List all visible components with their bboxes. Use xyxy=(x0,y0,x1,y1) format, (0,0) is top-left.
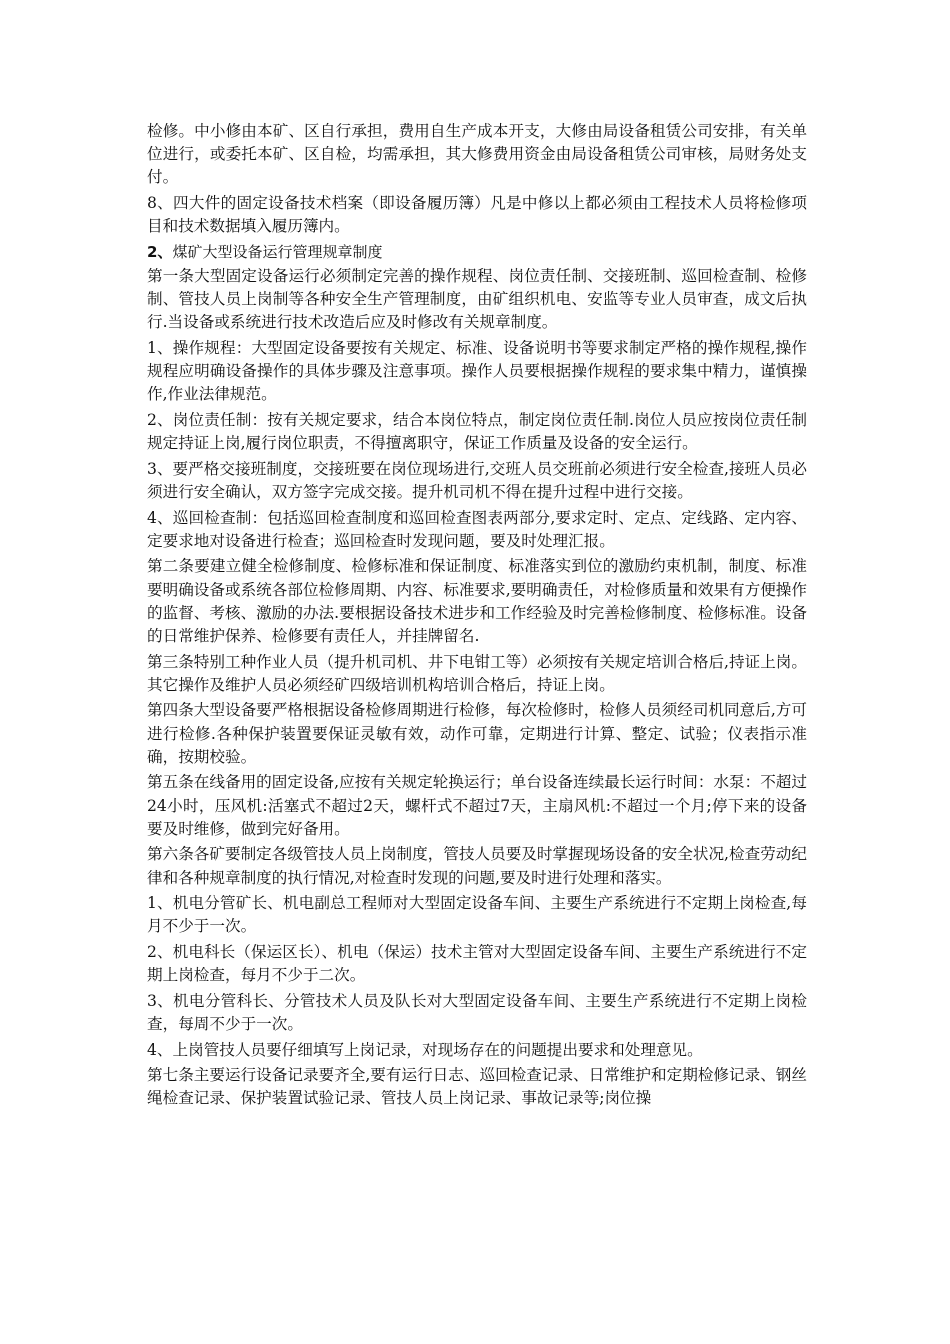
paragraph-article-7: 第七条主要运行设备记录要齐全,要有运行日志、巡回检查记录、日常维护和定期检修记录、钢丝绳检查记录、保护装置试验记录、管技人员上岗记录、事故记录等;岗位操 xyxy=(147,1066,807,1108)
paragraph-item-3: 3、要严格交接班制度，交接班要在岗位现场进行,交班人员交班前必须进行安全检查,接班人员必须进行安全确认，双方签字完成交接。提升机司机不得在提升过程中进行交接。 xyxy=(147,459,807,501)
paragraph-inspection-3: 3、机电分管科长、分管技术人员及队长对大型固定设备车间、主要生产系统进行不定期上岗检查，每周不少于一次。 xyxy=(147,991,807,1033)
paragraph-article-5: 第五条在线备用的固定设备,应按有关规定轮换运行；单台设备连续最长运行时间：水泵：不超过24小时，压风机:活塞式不超过2天，螺杆式不超过7天，主扇风机:不超过一个月;停下来的设备要及时维修，做到完好备用。 xyxy=(147,773,807,838)
paragraph-article-1: 第一条大型固定设备运行必须制定完善的操作规程、岗位责任制、交接班制、巡回检查制、检修制、管技人员上岗制等各种安全生产管理制度，由矿组织机电、安监等专业人员审查，成文后执行.当设备或系统进行技术改造后应及时修改有关规章制度。 xyxy=(147,267,807,332)
document-body xyxy=(147,120,807,1113)
paragraph-article-3: 第三条特别工种作业人员（提升机司机、井下电钳工等）必须按有关规定培训合格后,持证上岗。其它操作及维护人员必须经矿四级培训机构培训合格后，持证上岗。 xyxy=(147,652,807,694)
paragraph-article-4: 第四条大型设备要严格根据设备检修周期进行检修，每次检修时，检修人员须经司机同意后,方可进行检修.各种保护装置要保证灵敏有效，动作可靠，定期进行计算、整定、试验；仪表指示准确，按期校验。 xyxy=(147,701,807,766)
paragraph-inspection-1: 1、机电分管矿长、机电副总工程师对大型固定设备车间、主要生产系统进行不定期上岗检查,每月不少于一次。 xyxy=(147,894,807,936)
section-heading-number: 2、 xyxy=(147,242,173,261)
section-heading-text: 煤矿大型设备运行管理规章制度 xyxy=(172,242,383,261)
paragraph-intro-1: 检修。中小修由本矿、区自行承担，费用自生产成本开支，大修由局设备租赁公司安排，有关单位进行，或委托本矿、区自检，均需承担，其大修费用资金由局设备租赁公司审核，局财务处支付。 xyxy=(147,122,807,187)
paragraph-item-2: 2、岗位责任制：按有关规定要求，结合本岗位特点，制定岗位责任制.岗位人员应按岗位责任制规定持证上岗,履行岗位职责，不得擅离职守，保证工作质量及设备的安全运行。 xyxy=(147,411,807,453)
section-heading xyxy=(147,241,807,264)
paragraph-intro-2: 8、四大件的固定设备技术档案（即设备履历簿）凡是中修以上都必须由工程技术人员将检修项目和技术数据填入履历簿内。 xyxy=(147,194,807,236)
paragraph-article-2: 第二条要建立健全检修制度、检修标准和保证制度、标准落实到位的激励约束机制，制度、标准要明确设备或系统各部位检修周期、内容、标准要求,要明确责任，对检修质量和效果有方便操作的监督、考核、激励的办法.要根据设备技术进步和工作经验及时完善检修制度、检修标准。设备的日常维护保养、检修要有责任人，并挂牌留名. xyxy=(147,557,807,645)
paragraph-item-1: 1、操作规程：大型固定设备要按有关规定、标准、设备说明书等要求制定严格的操作规程,操作规程应明确设备操作的具体步骤及注意事项。操作人员要根据操作规程的要求集中精力，谨慎操作,作业法律规范。 xyxy=(147,339,807,404)
paragraph-item-4: 4、巡回检查制：包括巡回检查制度和巡回检查图表两部分,要求定时、定点、定线路、定内容、定要求地对设备进行检查；巡回检查时发现问题，要及时处理汇报。 xyxy=(147,508,807,550)
paragraph-inspection-4: 4、上岗管技人员要仔细填写上岗记录，对现场存在的问题提出要求和处理意见。 xyxy=(147,1040,703,1059)
paragraph-inspection-2: 2、机电科长（保运区长）、机电（保运）技术主管对大型固定设备车间、主要生产系统进行不定期上岗检查，每月不少于二次。 xyxy=(147,942,807,985)
paragraph-article-6: 第六条各矿要制定各级管技人员上岗制度，管技人员要及时掌握现场设备的安全状况,检查劳动纪律和各种规章制度的执行情况,对检查时发现的问题,要及时进行处理和落实。 xyxy=(147,845,807,887)
